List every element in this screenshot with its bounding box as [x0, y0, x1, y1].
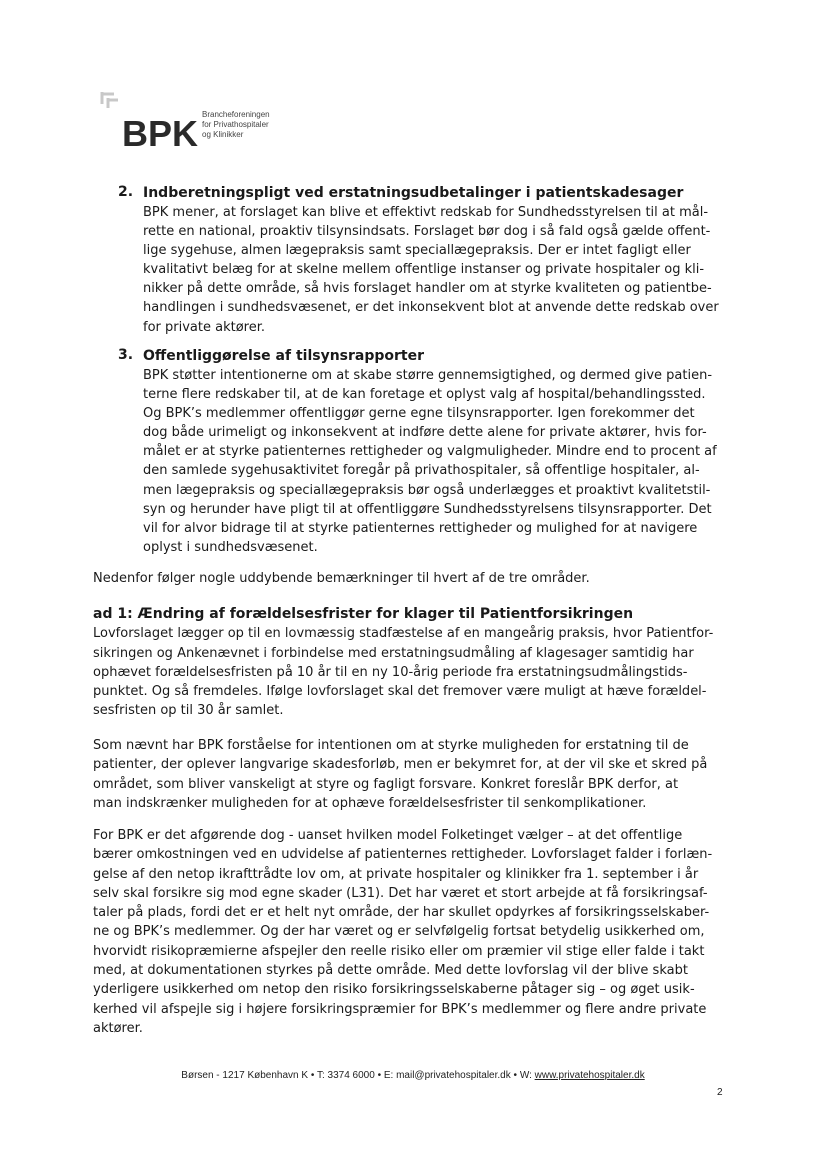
bpk-logo: [100, 90, 300, 160]
page-number: 2: [717, 1087, 723, 1098]
item-body: BPK mener, at forslaget kan blive et effektivt redskab for Sundhedsstyrelsen til at mål- rette en national, proaktiv tilsynsindsats. Forslaget bør dog i så fald også gælde offent- lige sygehuse, almen lægepraksis samt speciallægepraksis. Der er intet fagligt eller kvalitativt belæg for at skelne mellem offentlige instanser og private hospitaler og kli- nikker på dette område, så hvis forslaget handler om at styrke kvaliteten og patientbe- handlingen i sundhedsvæsenet, er det inkonsekvent blot at anvende dette redskab over for private aktører.: [143, 205, 719, 335]
section-paragraph-3: For BPK er det afgørende dog - uanset hvilken model Folketinget vælger – at det offentlige bærer omkostningen ved en udvidelse af patienternes rettigheder. Lovforslaget falder i forlæn- gelse af den netop ikrafttrådte lov om, at private hospitaler og klinikker fra 1. september i år selv skal forsikre sig mod egne skader (L31). Det har været et stort arbejde at få forsikringsaf- taler på plads, fordi det er et helt nyt område, der har skullet opdyrkes af forsikringsselskaber- ne og BPK’s medlemmer. Og der har været og er selvfølgelig fortsat betydelig usikkerhed om, hvorvidt risikopræmierne afspejler den reelle risiko eller om præmier vil stige eller falde i takt med, at dokumentationen styrkes på dette område. Med dette lovforslag vil der blive skabt yderligere usikkerhed om netop den risiko forsikringsselskaberne påtager sig – og øget usik- kerhed vil afspejle sig i højere forsikringspræmier for BPK’s medlemmer og flere andre private aktører.: [93, 828, 713, 1036]
section-paragraph-2: Som nævnt har BPK forståelse for intentionen om at styrke muligheden for erstatning til de patienter, der oplever langvarige skadesforløb, men er bekymret for, at der vil ske et skred på området, som bliver vanskeligt at styre og fagligt forsvare. Konkret foreslår BPK derfor, at man indskrænker muligheden for at ophæve forældelsesfrister til senkomplikationer.: [93, 738, 708, 811]
item-title: Offentliggørelse af tilsynsrapporter: [143, 348, 425, 364]
item-body: BPK støtter intentionerne om at skabe større gennemsigtighed, og dermed give patien- terne flere redskaber til, at de kan foretage et oplyst valg af hospital/behandlingssted. Og BPK’s medlemmer offentliggør gerne egne tilsynsrapporter. Igen forekommer det dog både urimeligt og inkonsekvent at indføre dette alene for private aktører, hvis for- målet er at styrke patienternes rettigheder og valgmuligheder. Mindre end to procent af den samlede sygehusaktivitet foregår på privathospitaler, så offentlige hospitaler, al- men lægepraksis og speciallægepraksis bør også underlægges et proaktivt kvalitetstil- syn og herunder have pligt til at offentliggøre Sundhedsstyrelsens tilsynsrapporter. Det vil for alvor bidrage til at styrke patienternes rettigheder og mulighed for at navigere oplyst i sundhedsvæsenet.: [143, 368, 717, 555]
footer-web-label: W:: [519, 1070, 532, 1081]
item-3: [118, 347, 730, 557]
section-title: ad 1: Ændring af forældelsesfrister for klager til Patientforsikringen: [93, 606, 634, 622]
svg-text:BPK: BPK: [122, 113, 199, 150]
intro-text: Nedenfor følger nogle uddybende bemærkninger til hvert af de tre områder.: [93, 571, 590, 586]
item-number: 3.: [118, 347, 134, 363]
section-ad1: [93, 605, 733, 721]
footer-phone: T: 3374 6000: [316, 1070, 375, 1081]
item-number: 2.: [118, 184, 134, 200]
bpk-logo-mark: [100, 90, 200, 150]
section-paragraph-1: Lovforslaget lægger op til en lovmæssig stadfæstelse af en mangeårig praksis, hvor Patientfor- sikringen og Ankenævnet i forbindelse med erstatningsudmåling af klagesager samtidig har ophævet forældelsesfristen på 10 år til en ny 10-årig periode fra erstatningsudmålingstids- punktet. Og så fremdeles. Ifølge lovforslaget skal det fremover være muligt at hæve forældel- sesfristen op til 30 år samlet.: [93, 626, 714, 719]
footer-email: E: mail@privatehospitaler.dk: [383, 1070, 511, 1081]
item-title: Indberetningspligt ved erstatningsudbetalinger i patientskadesager: [143, 185, 684, 201]
footer-address: Børsen - 1217 København K: [181, 1070, 309, 1081]
item-2: [118, 184, 730, 337]
logo-tagline: Brancheforeningen for Privathospitaler og Klinikker: [202, 110, 270, 139]
page-footer: Børsen - 1217 København K • T: 3374 6000 • E: mail@privatehospitaler.dk • W: www.privatehospitaler.dk: [181, 1070, 645, 1081]
footer-web-link[interactable]: www.privatehospitaler.dk: [534, 1070, 645, 1081]
